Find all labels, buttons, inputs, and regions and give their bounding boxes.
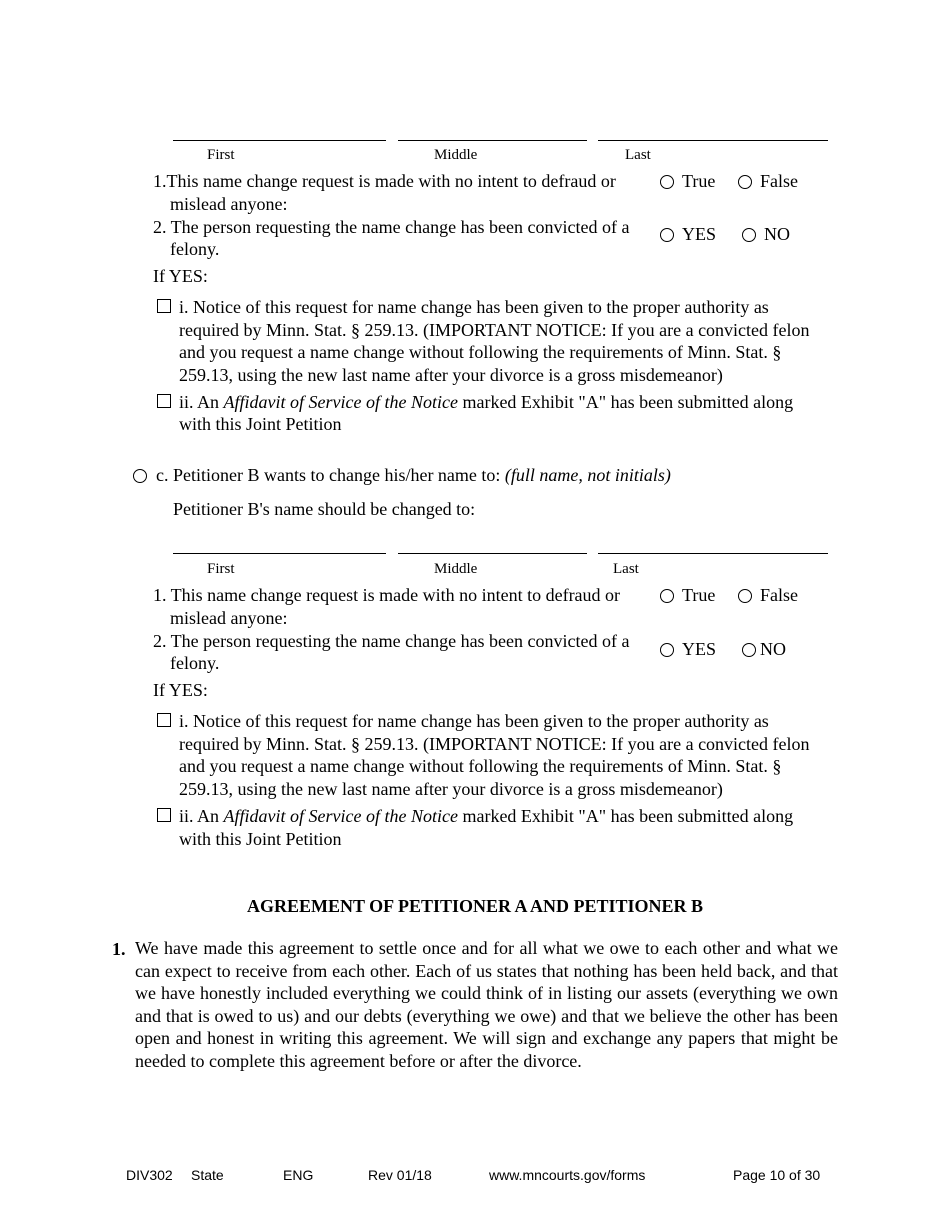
footer-website: www.mncourts.gov/forms bbox=[489, 1167, 646, 1183]
footer-language: ENG bbox=[283, 1167, 314, 1183]
question-2-line1: 2. The person requesting the name change has been convicted of a bbox=[153, 217, 630, 237]
notice-given-checkbox[interactable] bbox=[157, 713, 171, 727]
q1-false-radio[interactable] bbox=[738, 589, 752, 603]
agreement-paragraph: We have made this agreement to settle once and for all what we owe to each other and what we can expect to receive from each other. Each of us states that nothing has been held back, and that we have honestly included everything we could think of in listing our assets (everything we own and that is owed to us) and our debts (everything we owe) and that we believe the other has been open and honest in writing this agreement. We will sign and exchange any papers that might be needed to complete this agreement before or after the divorce. bbox=[135, 938, 838, 1071]
first-label: First bbox=[207, 561, 235, 577]
middle-name-line-b[interactable] bbox=[398, 140, 587, 141]
agreement-title: AGREEMENT OF PETITIONER A AND PETITIONER B bbox=[246, 896, 704, 916]
footer-form-id: DIV302 bbox=[126, 1167, 173, 1183]
q2-no-radio[interactable] bbox=[742, 643, 756, 657]
last-label: Last bbox=[613, 561, 639, 577]
q1-false-radio[interactable] bbox=[738, 175, 752, 189]
agreement-item-number: 1. bbox=[112, 939, 126, 959]
question-2-line2: felony. bbox=[170, 653, 220, 673]
affidavit-checkbox[interactable] bbox=[157, 808, 171, 822]
q2-no-label: NO bbox=[760, 639, 786, 659]
q2-yes-radio[interactable] bbox=[660, 228, 674, 242]
q2-no-label: NO bbox=[764, 224, 790, 244]
notice-line4: 259.13, using the new last name after your divorce is a gross misdemeanor) bbox=[179, 779, 723, 799]
section-c-subheading: Petitioner B's name should be changed to: bbox=[173, 499, 476, 519]
first-name-line-b[interactable] bbox=[173, 140, 386, 141]
if-yes-label: If YES: bbox=[153, 266, 208, 286]
last-name-line-c[interactable] bbox=[598, 553, 828, 554]
footer-revision: Rev 01/18 bbox=[368, 1167, 432, 1183]
middle-name-line-c[interactable] bbox=[398, 553, 587, 554]
q2-yes-radio[interactable] bbox=[660, 643, 674, 657]
q2-yes-label: YES bbox=[682, 639, 717, 659]
q1-true-label: True bbox=[682, 171, 716, 191]
first-label: First bbox=[207, 147, 235, 163]
notice-line4: 259.13, using the new last name after your divorce is a gross misdemeanor) bbox=[179, 365, 723, 385]
affidavit-line1: ii. An Affidavit of Service of the Notice marked Exhibit "A" has been submitted along bbox=[179, 392, 794, 412]
section-c-heading: c. Petitioner B wants to change his/her name to: (full name, not initials) bbox=[156, 465, 671, 485]
notice-line2: required by Minn. Stat. § 259.13. (IMPORTANT NOTICE: If you are a convicted felon bbox=[179, 734, 810, 754]
last-name-line-b[interactable] bbox=[598, 140, 828, 141]
footer-page-number: Page 10 of 30 bbox=[733, 1167, 821, 1183]
q2-no-radio[interactable] bbox=[742, 228, 756, 242]
notice-line3: and you request a name change without following the requirements of Minn. Stat. § bbox=[179, 756, 782, 776]
q1-true-radio[interactable] bbox=[660, 175, 674, 189]
question-1-line2: mislead anyone: bbox=[170, 194, 288, 214]
question-2-line1: 2. The person requesting the name change has been convicted of a bbox=[153, 631, 630, 651]
affidavit-line2: with this Joint Petition bbox=[179, 414, 342, 434]
question-2-line2: felony. bbox=[170, 239, 220, 259]
question-1-line1: 1.This name change request is made with no intent to defraud or bbox=[153, 171, 616, 191]
q1-true-label: True bbox=[682, 585, 716, 605]
affidavit-checkbox[interactable] bbox=[157, 394, 171, 408]
notice-line3: and you request a name change without following the requirements of Minn. Stat. § bbox=[179, 342, 782, 362]
notice-line1: i. Notice of this request for name change has been given to the proper authority as bbox=[179, 297, 769, 317]
notice-line2: required by Minn. Stat. § 259.13. (IMPORTANT NOTICE: If you are a convicted felon bbox=[179, 320, 810, 340]
middle-label: Middle bbox=[434, 561, 478, 577]
q1-false-label: False bbox=[760, 585, 798, 605]
q1-false-label: False bbox=[760, 171, 798, 191]
q2-yes-label: YES bbox=[682, 224, 717, 244]
notice-line1: i. Notice of this request for name change has been given to the proper authority as bbox=[179, 711, 769, 731]
q1-true-radio[interactable] bbox=[660, 589, 674, 603]
footer-state: State bbox=[191, 1167, 224, 1183]
middle-label: Middle bbox=[434, 147, 478, 163]
first-name-line-c[interactable] bbox=[173, 553, 386, 554]
question-1-line2: mislead anyone: bbox=[170, 608, 288, 628]
affidavit-line1: ii. An Affidavit of Service of the Notice marked Exhibit "A" has been submitted along bbox=[179, 806, 794, 826]
if-yes-label: If YES: bbox=[153, 680, 208, 700]
notice-given-checkbox[interactable] bbox=[157, 299, 171, 313]
last-label: Last bbox=[625, 147, 651, 163]
question-1-line1: 1. This name change request is made with no intent to defraud or bbox=[153, 585, 621, 605]
affidavit-line2: with this Joint Petition bbox=[179, 829, 342, 849]
petitioner-b-change-name-radio[interactable] bbox=[133, 469, 147, 483]
